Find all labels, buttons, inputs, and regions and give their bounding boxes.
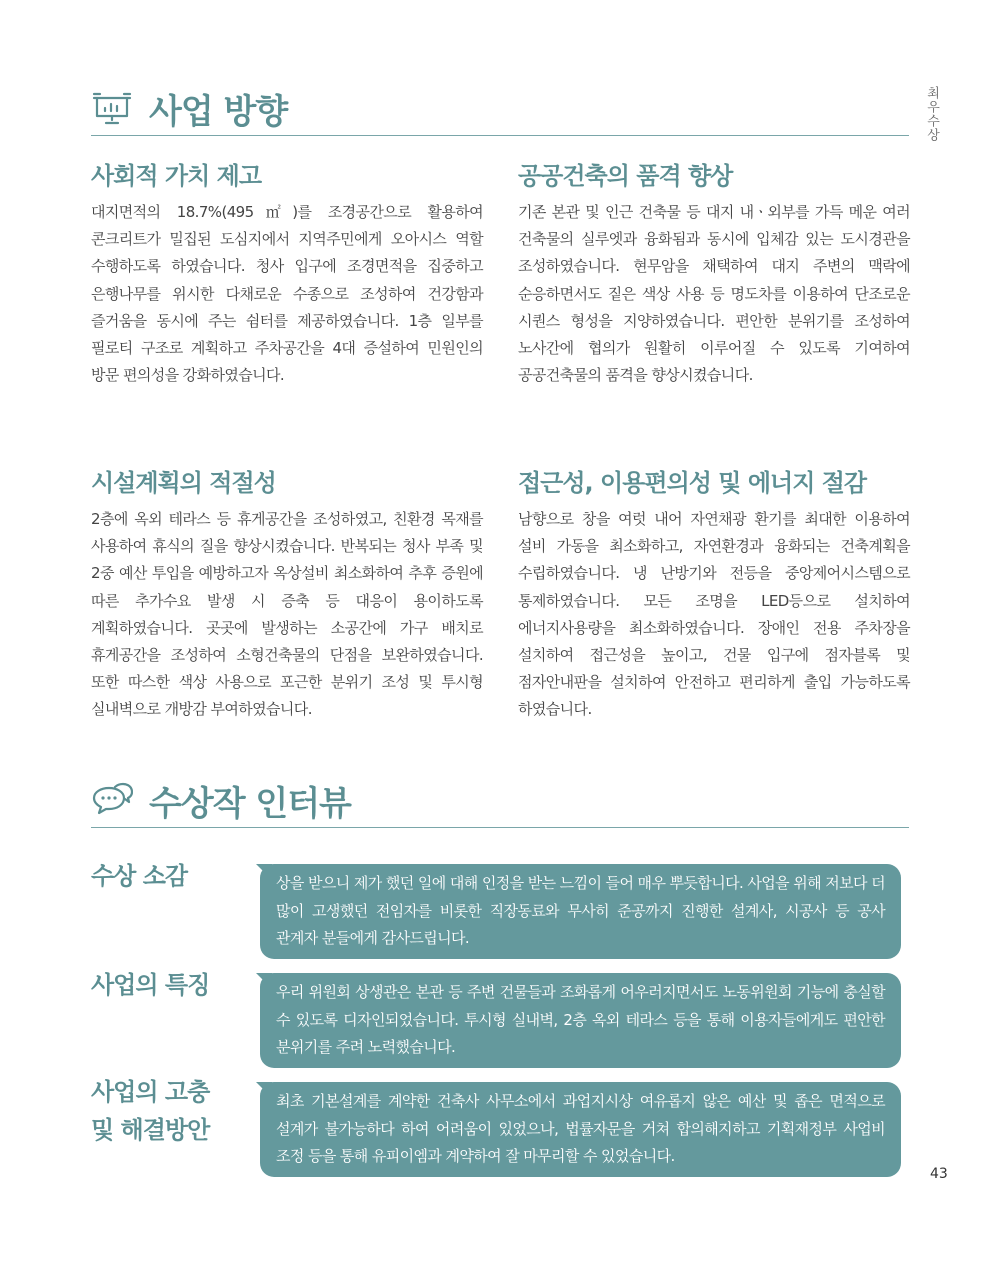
column-body: 대지면적의 18.7%(495㎡)를 조경공간으로 활용하여 콘크리트가 밀집된 도심지에서 지역주민에게 오아시스 역할 수행하도록 하였습니다. 청사 입구에 조경면적을 집중하고 은행나무를 위시한 다채로운 수종으로 조성하여 건강함과 즐거움을 동시에 주는 쉼터를 제공하였습니다. 1층 일부를 필로티 구조로 계획하고 주차공간을 4대 증설하여 민원인의 방문 편의성을 강화하였습니다. [91,203,483,385]
column-title: 시설계획의 적절성 [91,469,276,497]
column-body: 2층에 옥외 테라스 등 휴게공간을 조성하였고, 친환경 목재를 사용하여 휴식의 질을 향상시켰습니다. 반복되는 청사 부족 및 2중 예산 투입을 예방하고자 옥상설비 최소화하여 추후 증원에 따른 추가수요 발생 시 증축 등 대응이 용이하도록 계획하였습니다. 곳곳에 발생하는 소공간에 가구 배치로 휴게공간을 조성하여 소형건축물의 단점을 보완하였습니다. 또한 따스한 색상 사용으로 포근한 분위기 조성 및 투시형 실내벽으로 개방감 부여하였습니다. [91,510,483,719]
section-header-business-direction [91,86,909,130]
column-body: 기존 본관 및 인근 건축물 등 대지 내ㆍ외부를 가득 메운 여러 건축물의 실루엣과 융화됨과 동시에 입체감 있는 도시경관을 조성하였습니다. 현무암을 채택하여 대지 주변의 맥락에 순응하면서도 짙은 색상 사용 등 명도차를 이용하여 단조로운 시퀀스 형성을 지양하였습니다. 편안한 분위기를 조성하여 노사간에 협의가 원활히 이루어질 수 있도록 기여하여 공공건축물의 품격을 향상시켰습니다. [518,203,910,385]
interview-label: 사업의 고충 및 해결방안 [91,1078,210,1144]
column-title: 접근성, 이용편의성 및 에너지 절감 [518,469,867,497]
page-number: 43 [930,1166,948,1182]
interview-label: 수상 소감 [91,862,188,890]
column-body: 남향으로 창을 여럿 내어 자연채광 환기를 최대한 이용하여 설비 가동을 최소화하고, 자연환경과 융화되는 건축계획을 수립하였습니다. 냉 난방기와 전등을 중앙제어시스템으로 통제하였습니다. 모든 조명을 LED등으로 설치하여 에너지사용량을 최소화하였습니다. 장애인 전용 주차장을 설치하여 접근성을 높이고, 건물 입구에 점자블록 및 점자안내판을 설치하여 안전하고 편리하게 출입 가능하도록 하였습니다. [518,510,910,719]
column-title: 사회적 가치 제고 [91,162,261,190]
interview-answer-bubble: 우리 위원회 상생관은 본관 등 주변 건물들과 조화롭게 어우러지면서도 노동위원회 기능에 충실할 수 있도록 디자인되었습니다. 투시형 실내벽, 2층 옥외 테라스 등을 통해 이용자들에게도 편안한 분위기를 주려 노력했습니다. [260,973,901,1068]
interview-answer-bubble: 상을 받으니 제가 했던 일에 대해 인정을 받는 느낌이 들어 매우 뿌듯합니다. 사업을 위해 저보다 더 많이 고생했던 전임자를 비롯한 직장동료와 무사히 준공까지 진행한 설계사, 시공사 등 공사 관계자 분들에게 감사드립니다. [260,864,901,959]
section-divider [91,135,909,136]
interview-answer-bubble: 최초 기본설계를 계약한 건축사 사무소에서 과업지시상 여유롭지 않은 예산 및 좁은 면적으로 설계가 불가능하다 하여 어려움이 있었으나, 법률자문을 거쳐 합의해지하고 기획재정부 사업비 조정 등을 통해 유피이엠과 계약하여 잘 마무리할 수 있었습니다. [260,1082,901,1177]
speech-bubbles-icon [91,782,133,818]
side-label: 최우수상 [924,86,939,142]
section-title: 수상작 인터뷰 [149,784,351,824]
section-header-interview [91,778,909,822]
interview-label: 사업의 특징 [91,971,210,999]
section-divider [91,827,909,828]
section-title: 사업 방향 [149,92,288,132]
column-title: 공공건축의 품격 향상 [518,162,733,190]
presentation-board-icon [91,90,133,126]
